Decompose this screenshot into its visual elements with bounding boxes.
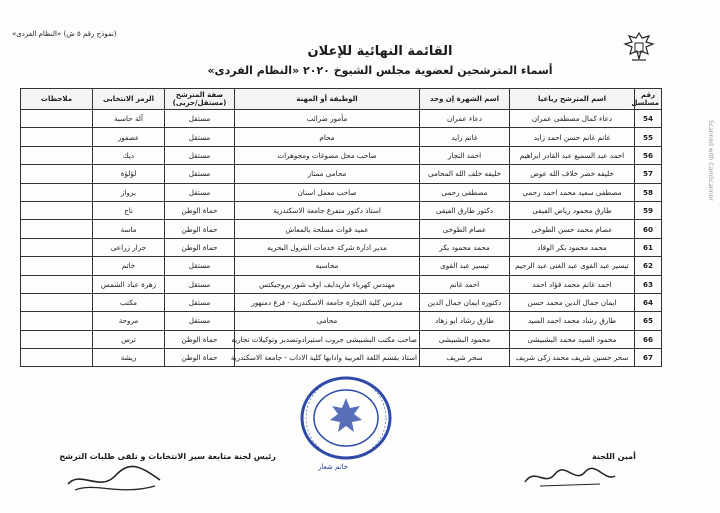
symbol-cell: زهرة عباد الشمس [93, 275, 165, 293]
column-header: الرمز الانتخابى [93, 89, 165, 110]
symbol-cell: ترس [93, 330, 165, 348]
status-cell: مستقل [165, 110, 235, 128]
serial-cell: 55 [635, 128, 662, 146]
serial-cell: 64 [635, 293, 662, 311]
table-row [21, 275, 662, 293]
nickname-cell: طارق رشاد ابو زهاد [420, 312, 510, 330]
nickname-cell: محمد محمود بكر [420, 238, 510, 256]
job-cell: محامى [235, 312, 420, 330]
job-cell: محامى ممتاز [235, 165, 420, 183]
candidate-name-cell: احمد عبد السميع عبد القادر ابراهيم [510, 146, 635, 164]
symbol-cell: جرار زراعى [93, 238, 165, 256]
status-cell: حماة الوطن [165, 220, 235, 238]
symbol-cell: خاتم [93, 257, 165, 275]
table-row [21, 165, 662, 183]
table-row [21, 220, 662, 238]
symbol-cell: آلة حاسبة [93, 110, 165, 128]
candidate-name-cell: طارق محمود رياض الفيقى [510, 201, 635, 219]
notes-cell [21, 349, 93, 367]
serial-cell: 65 [635, 312, 662, 330]
secretary-signature-icon [520, 462, 620, 492]
notes-cell [21, 128, 93, 146]
nickname-cell: خليفه خلف الله المحامى [420, 165, 510, 183]
candidate-name-cell: سحر حسين شريف محمد زكى شريف [510, 349, 635, 367]
status-cell: مستقل [165, 165, 235, 183]
notes-cell [21, 201, 93, 219]
candidate-name-cell: مصطفى سعيد محمد احمد رحمى [510, 183, 635, 201]
status-cell: مستقل [165, 257, 235, 275]
status-cell: حماة الوطن [165, 201, 235, 219]
symbol-cell: ماسة [93, 220, 165, 238]
symbol-cell: برواز [93, 183, 165, 201]
nickname-cell: محمود البشبيشى [420, 330, 510, 348]
candidate-name-cell: محمود السيد محمد البشبيشى [510, 330, 635, 348]
scanner-watermark: Scanned with CamScanner [707, 120, 714, 201]
table-row [21, 312, 662, 330]
symbol-cell: تاج [93, 201, 165, 219]
serial-cell: 59 [635, 201, 662, 219]
job-cell: صاحب مكتب البشبيشى جروب استيرادوتصدير وتوكيلات تجاريه [235, 330, 420, 348]
symbol-cell: لؤلؤة [93, 165, 165, 183]
notes-cell [21, 238, 93, 256]
table-row [21, 110, 662, 128]
status-cell: مستقل [165, 293, 235, 311]
serial-cell: 54 [635, 110, 662, 128]
serial-cell: 62 [635, 257, 662, 275]
page-subtitle: أسماء المترشحين لعضوية مجلس الشيوخ ٢٠٢٠ «النظام الفردى» [207, 64, 553, 77]
job-cell: مدرس كلية التجارة جامعة الاسكندرية - فرع دمنهور [235, 293, 420, 311]
candidates-table [20, 88, 662, 367]
notes-cell [21, 220, 93, 238]
candidate-name-cell: احمد غانم محمد فؤاد احمد [510, 275, 635, 293]
column-header: صفة المترشح (مستقل/حزبى) [165, 89, 235, 110]
candidate-name-cell: ايمان جمال الدين محمد حسن [510, 293, 635, 311]
notes-cell [21, 146, 93, 164]
job-cell: عميد قوات مسلحة بالمعاش [235, 220, 420, 238]
column-header: اسم المترشح رباعيا [510, 89, 635, 110]
table-row [21, 330, 662, 348]
status-cell: مستقل [165, 275, 235, 293]
status-cell: مستقل [165, 312, 235, 330]
candidate-name-cell: دعاء كمال مصطفى عمران [510, 110, 635, 128]
nickname-cell: مصطفى رحمى [420, 183, 510, 201]
egypt-eagle-emblem-icon [622, 30, 656, 64]
status-cell: مستقل [165, 183, 235, 201]
table-row [21, 146, 662, 164]
symbol-cell: مكتب [93, 293, 165, 311]
serial-cell: 56 [635, 146, 662, 164]
serial-cell: 58 [635, 183, 662, 201]
symbol-cell: مروحة [93, 312, 165, 330]
status-cell: حماة الوطن [165, 330, 235, 348]
job-cell: مدير ادارة شركة خدمات البترول البحريه [235, 238, 420, 256]
page-title: القائمة النهائية للإعلان [307, 44, 453, 59]
notes-cell [21, 275, 93, 293]
job-cell: مأمور ضرائب [235, 110, 420, 128]
status-cell: حماة الوطن [165, 349, 235, 367]
candidate-name-cell: خليفه خضر خلاف الله عوض [510, 165, 635, 183]
job-cell: صاحب معمل اسنان [235, 183, 420, 201]
nickname-cell: احمد النجار [420, 146, 510, 164]
status-cell: مستقل [165, 128, 235, 146]
table-row [21, 257, 662, 275]
notes-cell [21, 165, 93, 183]
nickname-cell: تيسير عبد القوى [420, 257, 510, 275]
official-seal-icon [292, 372, 400, 472]
column-header: الوظيفة أو المهنة [235, 89, 420, 110]
nickname-cell: سحر شريف [420, 349, 510, 367]
job-cell: محام [235, 128, 420, 146]
notes-cell [21, 293, 93, 311]
candidate-name-cell: طارق رشاد محمد احمد السيد [510, 312, 635, 330]
notes-cell [21, 312, 93, 330]
table-row [21, 128, 662, 146]
chairman-signature-icon [60, 462, 170, 498]
notes-cell [21, 183, 93, 201]
candidate-name-cell: تيسير عبد القوى عبد الغنى عبد الرحيم [510, 257, 635, 275]
table-header-row [21, 89, 662, 110]
table-row [21, 293, 662, 311]
symbol-cell: ريشة [93, 349, 165, 367]
table-row [21, 238, 662, 256]
serial-cell: 66 [635, 330, 662, 348]
form-number: (نموذج رقم ٥ ش) «النظام الفردى» [12, 30, 117, 38]
notes-cell [21, 330, 93, 348]
column-header: ملاحظات [21, 89, 93, 110]
notes-cell [21, 257, 93, 275]
chairman-signature-label: رئيس لجنة متابعة سير الانتخابات و تلقى طلبات الترشح [59, 452, 276, 461]
table-row [21, 349, 662, 367]
table-row [21, 201, 662, 219]
candidate-name-cell: محمد محمود بكر الوقاد [510, 238, 635, 256]
nickname-cell: دكتوره ايمان جمال الدين [420, 293, 510, 311]
column-header: رقم مسلسل [635, 89, 662, 110]
serial-cell: 61 [635, 238, 662, 256]
job-cell: استاذ بقسم اللغة العربية وادابها كلية الاداب - جامعة الاسكندرية [235, 349, 420, 367]
table-row [21, 183, 662, 201]
column-header: اسم الشهرة إن وجد [420, 89, 510, 110]
nickname-cell: غانم زايد [420, 128, 510, 146]
job-cell: محاسبه [235, 257, 420, 275]
nickname-cell: عصام الطوخى [420, 220, 510, 238]
candidate-name-cell: غانم غانم حسن احمد زايد [510, 128, 635, 146]
symbol-cell: عصفور [93, 128, 165, 146]
nickname-cell: احمد غانم [420, 275, 510, 293]
serial-cell: 67 [635, 349, 662, 367]
notes-cell [21, 110, 93, 128]
symbol-cell: ديك [93, 146, 165, 164]
stamp-label: خاتم شعار [318, 463, 349, 471]
job-cell: استاذ دكتور متفرغ جامعة الاسكندرية [235, 201, 420, 219]
candidate-name-cell: عصام محمد حسن الطوخى [510, 220, 635, 238]
status-cell: مستقل [165, 146, 235, 164]
nickname-cell: دكتور طارق الفيقى [420, 201, 510, 219]
serial-cell: 57 [635, 165, 662, 183]
secretary-signature-label: أمين اللجنة [592, 452, 636, 461]
job-cell: مهندس كهرباء ماريدايف اوف شور بروجيكتس [235, 275, 420, 293]
job-cell: صاحب محل مصوغات ومجوهرات [235, 146, 420, 164]
serial-cell: 60 [635, 220, 662, 238]
status-cell: حماة الوطن [165, 238, 235, 256]
serial-cell: 63 [635, 275, 662, 293]
nickname-cell: دعاء عمران [420, 110, 510, 128]
